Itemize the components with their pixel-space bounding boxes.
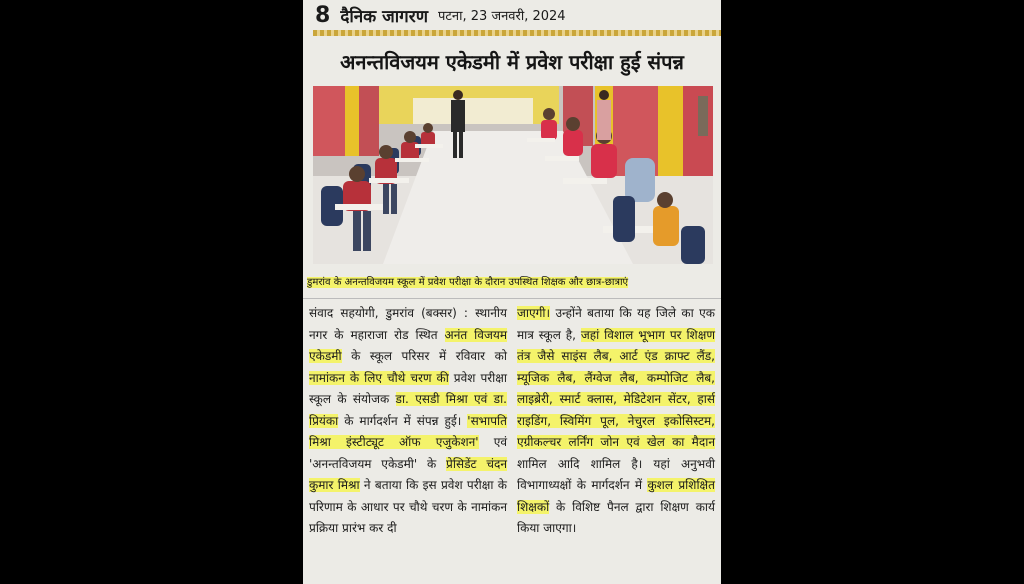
dateline: पटना, 23 जनवरी, 2024: [437, 9, 566, 24]
text-run: के स्कूल परिसर में रविवार को: [341, 349, 507, 363]
highlighted-text: जहां विशाल भूभाग पर शिक्षण तंत्र जैसे साइंस लैब, आर्ट एंड क्राफ्ट लैंड, म्यूजिक लैब, लैंग्वेज लैब, कम्पोजिट लैब, लाइब्रेरी, स्मार्ट क्लास, मेडिटेशन सेंटर, हार्स राइडिंग, स्विमिंग पूल, नेचुरल इकोसिस्टम, एग्रीकल्चर लर्निंग जोन एवं खेल का मैदान: [517, 327, 716, 449]
article-column-right: [517, 303, 715, 540]
text-run: शामिल आदि शामिल है। यहां अनुभवी विभागाध्यक्षों के मार्गदर्शन में: [517, 456, 715, 492]
masthead: [303, 0, 721, 30]
photo-caption: [307, 274, 717, 292]
article-photo: [313, 86, 713, 264]
photo-caption-text: डुमरांव के अनन्तविजयम स्कूल में प्रवेश परीक्षा के दौरान उपस्थित शिक्षक और छात्र-छात्राएं: [307, 277, 629, 288]
newspaper-clipping: [303, 0, 721, 584]
decorative-rule: [313, 30, 721, 36]
highlighted-text: प्रेसिडेंट चंदन कुमार मिश्रा: [309, 456, 508, 492]
page-number: 8: [315, 2, 331, 28]
article-column-left: [309, 303, 507, 540]
left-column-text: [309, 303, 507, 540]
highlighted-text: अनंत विजयम एकेडमी: [309, 327, 508, 363]
highlighted-text: कुशल प्रशिक्षित शिक्षकों: [517, 478, 715, 514]
highlighted-text: जाएगी।: [517, 306, 551, 320]
text-run: उन्होंने बताया कि यह जिले का एक मात्र स्कूल है,: [517, 306, 715, 342]
highlighted-text: नामांकन के लिए चौथे चरण की: [309, 370, 449, 385]
caption-divider: [303, 298, 721, 299]
highlighted-text: डा. एसडी मिश्रा एवं डा. प्रियंका: [309, 392, 508, 428]
article-headline: अनन्तविजयम एकेडमी में प्रवेश परीक्षा हुई संपन्न: [340, 50, 684, 74]
classroom-photo-illustration: [313, 86, 713, 264]
text-run: संवाद सहयोगी, डुमरांव (बक्सर) : स्थानीय नगर के महाराजा रोड स्थित: [309, 306, 507, 342]
text-run: के मार्गदर्शन में संपन्न हुई।: [338, 413, 468, 428]
text-run: एवं 'अनन्तविजयम एकेडमी' के: [309, 435, 507, 471]
text-run: ने बताया कि इस प्रवेश परीक्षा के परिणाम के आधार पर चौथे चरण के नामांकन प्रक्रिया प्रारंभ कर दी: [309, 478, 507, 535]
text-run: प्रवेश परीक्षा स्कूल के संयोजक: [309, 370, 507, 406]
text-run: के विशिष्ट पैनल द्वारा शिक्षण कार्य किया जाएगा।: [517, 499, 715, 535]
newspaper-name: दैनिक जागरण: [340, 6, 428, 27]
right-column-text: [517, 303, 715, 540]
highlighted-text: 'सभापति मिश्रा इंस्टीट्यूट ऑफ एजुकेशन': [309, 413, 507, 449]
